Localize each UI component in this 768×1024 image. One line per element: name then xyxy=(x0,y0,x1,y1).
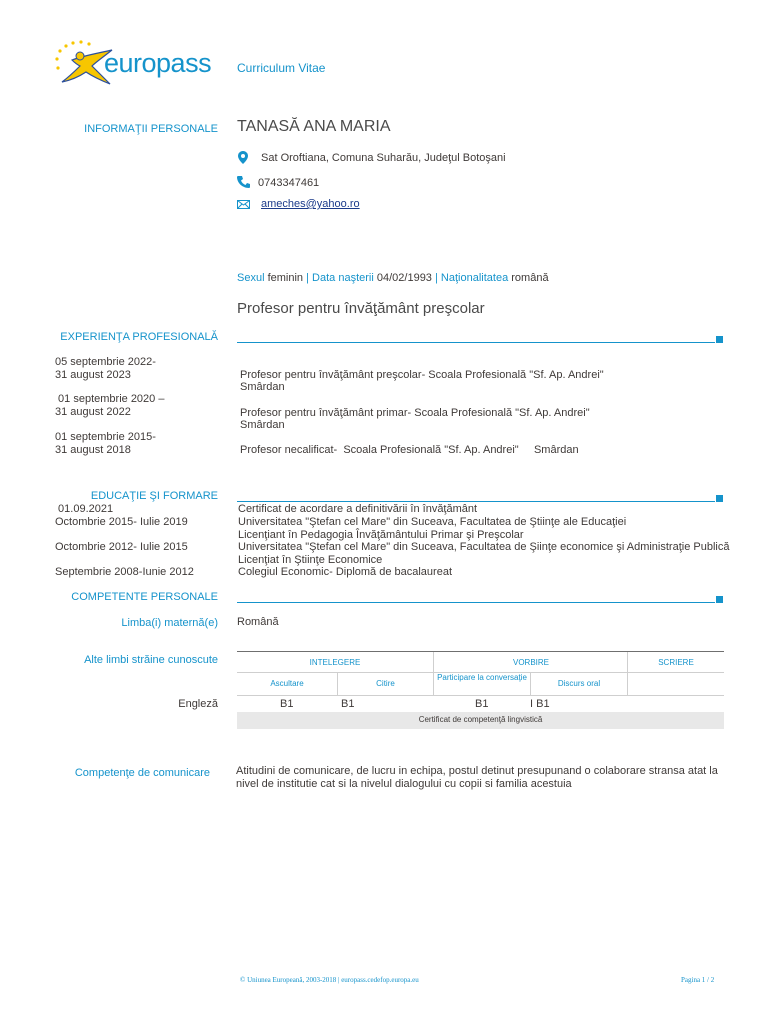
language-name: Engleză xyxy=(178,698,218,710)
competences-label: COMPETENTE PERSONALE xyxy=(71,591,218,603)
exp-date-1b: 31 august 2023 xyxy=(55,369,131,381)
exp-desc-2a: Profesor pentru învăţământ primar- Scoala Profesională "Sf. Ap. Andrei" xyxy=(240,407,590,419)
exp-date-3b: 31 august 2018 xyxy=(55,444,131,456)
mother-tongue-value: Română xyxy=(237,616,279,628)
competences-divider xyxy=(237,602,715,603)
communication-label: Competenţe de comunicare xyxy=(74,767,210,779)
edu-line-3a: Universitatea "Ştefan cel Mare" din Suceava, Facultatea de Şiinţe economice şi Administraţie Publică xyxy=(238,541,730,553)
europass-logo xyxy=(52,38,222,88)
exp-desc-3a: Profesor necalificat- Scoala Profesională "Sf. Ap. Andrei" Smârdan xyxy=(240,444,579,456)
location-icon xyxy=(238,151,248,164)
certificate-label: Certificat de competenţă lingvistică xyxy=(418,715,543,724)
edu-date-1: 01.09.2021 xyxy=(55,503,114,515)
exp-desc-1a: Profesor pentru învăţământ preşcolar- Scoala Profesională "Sf. Ap. Andrei" xyxy=(240,369,604,381)
lang-table xyxy=(237,651,724,730)
sex-value: feminin xyxy=(267,272,304,284)
edu-line-4a: Colegiul Economic- Diplomă de bacalaureat xyxy=(238,566,453,578)
edu-line-3b: Licenţiat în Ştiinţe Economice xyxy=(238,554,383,566)
header-production: Discurs oral xyxy=(557,679,601,688)
edu-line-2b: Licenţiant în Pedagogia Învăţământului Primar şi Preşcolar xyxy=(238,529,524,541)
education-divider xyxy=(237,501,715,502)
edu-date-3: Octombrie 2012- Iulie 2015 xyxy=(55,541,188,553)
personal-info-label: INFORMAŢII PERSONALE xyxy=(84,123,218,135)
edu-date-4: Septembrie 2008-Iunie 2012 xyxy=(55,566,194,578)
nationality-value: română xyxy=(511,272,549,284)
address: Sat Oroftiana, Comuna Suharău, Judeţul Botoşani xyxy=(261,152,506,164)
english-production: I B1 xyxy=(530,698,550,710)
personal-details-line xyxy=(237,272,549,284)
edu-line-1a: Certificat de acordare a definitivării în învăţământ xyxy=(238,503,478,515)
job-title: Profesor pentru învăţământ preşcolar xyxy=(237,300,485,317)
exp-date-2a: 01 septembrie 2020 – xyxy=(55,393,165,405)
sex-label: Sexul xyxy=(237,272,265,284)
communication-text-1: Atitudini de comunicare, de lucru in echipa, postul detinut presupunand o colaborare stransa atat la xyxy=(236,765,718,777)
footer-copyright: © Uniunea Europeană, 2003-2018 | europass.cedefop.europa.eu xyxy=(240,976,419,984)
header-reading: Citire xyxy=(376,679,395,688)
birth-value: 04/02/1993 xyxy=(376,272,432,284)
education-marker xyxy=(716,495,723,502)
doc-title: Curriculum Vitae xyxy=(237,61,326,75)
english-listening: B1 xyxy=(280,698,294,710)
exp-desc-1b: Smârdan xyxy=(240,381,285,393)
separator-2: | xyxy=(435,272,438,284)
logo-text: europass xyxy=(104,48,212,78)
exp-date-3a: 01 septembrie 2015- xyxy=(55,431,156,443)
education-label: EDUCAŢIE ŞI FORMARE xyxy=(90,490,218,502)
email-link[interactable]: ameches@yahoo.ro xyxy=(261,198,360,210)
experience-label: EXPERIENŢA PROFESIONALĂ xyxy=(60,331,218,343)
experience-marker xyxy=(716,336,723,343)
header-understanding: INTELEGERE xyxy=(309,658,361,667)
header-listening: Ascultare xyxy=(270,679,304,688)
english-interaction: B1 xyxy=(475,698,489,710)
phone: 0743347461 xyxy=(258,177,320,189)
communication-text-2: nivel de institutie cat si la nivelul dialogului cu copii si familia acestuia xyxy=(236,778,572,790)
footer-page: Pagina 1 / 2 xyxy=(681,976,715,984)
person-name: TANASĂ ANA MARIA xyxy=(237,118,391,135)
edu-line-2a: Universitatea "Ştefan cel Mare" din Suceava, Facultatea de Ştiinţe ale Educaţiei xyxy=(238,516,627,528)
edu-date-2: Octombrie 2015- Iulie 2019 xyxy=(55,516,188,528)
header-interaction: Participare la conversaţie xyxy=(437,673,527,682)
header-writing: SCRIERE xyxy=(658,658,694,667)
email-icon xyxy=(237,200,250,209)
competences-marker xyxy=(716,596,723,603)
nationality-label: Naţionalitatea xyxy=(440,272,509,284)
other-languages-label: Alte limbi străine cunoscute xyxy=(84,654,218,666)
phone-icon xyxy=(237,176,250,188)
exp-date-1a: 05 septembrie 2022- xyxy=(55,356,156,368)
experience-divider xyxy=(237,342,715,343)
mother-tongue-label: Limba(i) maternă(e) xyxy=(121,617,218,629)
header-speaking: VORBIRE xyxy=(512,658,549,667)
separator-1: | xyxy=(306,272,309,284)
birth-label: Data naşterii xyxy=(312,272,374,284)
exp-date-2b: 31 august 2022 xyxy=(55,406,131,418)
exp-desc-2b: Smârdan xyxy=(240,419,285,431)
english-reading: B1 xyxy=(341,698,355,710)
